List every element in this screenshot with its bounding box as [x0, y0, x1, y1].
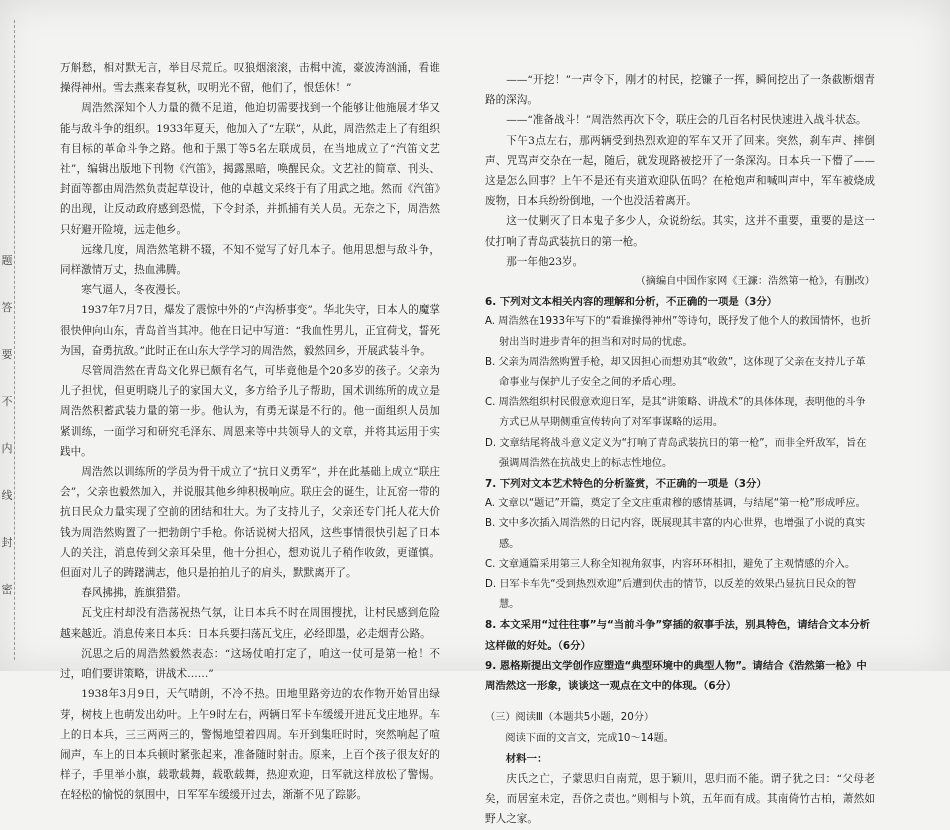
left-column: [60, 58, 440, 806]
section-intro: 阅读下面的文言文，完成10～14题。: [505, 732, 674, 744]
paragraph: 远缘几度，周浩然笔耕不辍，不知不觉写了好几本子。他用思想与敌斗争，同样激情万丈，热血沸腾。: [60, 243, 440, 277]
option-d: D. 文章结尾将战斗意义定义为“打响了青岛武装抗日的第一枪”，而非全歼敌军，旨在强调周浩然在抗战史上的标志性地位。: [485, 437, 867, 469]
paragraph: 周浩然深知个人力量的微不足道，他迫切需要找到一个能够让他施展才华又能与敌斗争的组织。1933年夏天，他加入了“左联”，从此，周浩然走上了有组织有目标的革命斗争之路。他和于黑丁等5名左联成员，在当地成立了“汽笛文艺社”，编辑出版地下刊物《汽笛》，揭露黑暗，唤醒民众。文艺社的简章、刊头、封面等都由周浩然负责起草设计，他的卓越文采终于有了用武之地。然而《汽笛》的出现，让反动政府感到恐慌，下令封杀，并抓捕有关人员。无奈之下，周浩然只好避开险境，远走他乡。: [60, 102, 440, 236]
binding-char: 要: [1, 348, 13, 361]
paragraph: 下午3点左右，那两辆受到热烈欢迎的军车又开了回来。突然，刹车声、摔倒声、咒骂声交杂在一起，随后，就发现路被挖开了一条深沟。日本兵一下懵了——这是怎么回事？上午不是还有夹道欢迎队伍吗？在枪炮声和喊叫声中，军车被烧成废物，日本兵纷纷倒地，一个也没活着离开。: [485, 134, 875, 208]
question-9: 9. 恩格斯提出文学创作应塑造“典型环境中的典型人物”。请结合《浩然第一枪》中周浩然这一形象，谈谈这一观点在文中的体现。（6分）: [485, 659, 867, 693]
option-c: C. 文章通篇采用第三人称全知视角叙事，内容环环相扣，避免了主观情感的介入。: [485, 558, 856, 570]
paragraph: 万斛愁，相对默无言，举目尽荒丘。叹狼烟滚滚，击楫中流，豪波涛汹涌，看谁操得神州。雪去燕来春复秋，叹明光不留，他们了，恨恁休！”: [60, 62, 440, 95]
option-a: A. 周浩然在1933年写下的“看谁操得神州”等诗句，既抒发了他个人的救国情怀，也折射出当时进步青年的担当和对时局的忧虑。: [485, 316, 871, 348]
option-c: C. 周浩然组织村民假意欢迎日军，是其“讲策略、讲战术”的具体体现，表明他的斗争方式已从早期侧重宣传转向了对军事谋略的运用。: [485, 397, 866, 429]
option-d: D. 日军卡车先“受到热烈欢迎”后遭到伏击的情节，以反差的效果凸显抗日民众的智慧。: [485, 579, 857, 611]
binding-char: 题: [1, 254, 13, 267]
section-heading: （三）阅读Ⅲ（本题共5小题，20分）: [485, 712, 655, 724]
paragraph: 1938年3月9日，天气晴朗，不冷不热。田地里路旁边的农作物开始冒出绿芽，树枝上也萌发出幼叶。上午9时左右，两辆日军卡车缓缓开进瓦戈庄地界。车上的日本兵，三三两两三的，警惕地望着四周。车开到集旺时时，突然响起了喧闹声，车上的日本兵顿时紧张起来，准备随时射击。原来，上百个孩子很友好的样子，手里举小旗，载歌载舞，载歌载舞，热迎欢迎，日军就这样放松了警惕。在轻松的愉悦的氛围中，日军军车缓缓开过去，渐渐不见了踪影。: [60, 688, 440, 802]
binding-char: 答: [1, 301, 13, 314]
material-label: 材料一：: [505, 752, 548, 765]
paragraph: ——“准备战斗！”周浩然再次下令，联庄会的几百名村民快速进入战斗状态。: [506, 114, 867, 127]
paragraph: 周浩然以训练所的学员为骨干成立了“抗日义勇军”，并在此基础上成立“联庄会”，父亲也毅然加入，并说服其他乡绅积极响应。联庄会的诞生，让瓦窑一带的抗日民众力量实现了空前的团结和壮大。为了支持儿子，父亲还专门托人花大价钱为周浩然购置了一把勃朗宁手枪。你话说树大招风，这些事情很快引起了日本人的关注，消息传到父亲耳朵里，他十分担心，想劝说儿子稍作收敛，更谨慎。但面对儿子的踌躇满志，他只是拍拍儿子的肩头，默默离开了。: [60, 466, 440, 580]
material-text: 庆氏之亡，子蒙思归自南荒，思于颖川，思归而不能。谓子犹之曰：“父母老矣，而居室未定，吾侪之责也。”则相与卜筑，五年而有成。其南倚竹古柏，萧然如野人之家。: [485, 772, 875, 826]
question-7: 7. 下列对文本艺术特色的分析鉴赏，不正确的一项是（3分）: [485, 478, 767, 491]
paragraph: ——“开挖！”一声令下，刚才的村民，挖镰子一挥，瞬间挖出了一条截断烟青路的深沟。: [485, 74, 875, 107]
paragraph: 这一仗剿灭了日本鬼子多少人，众说纷纭。其实，这并不重要，重要的是这一仗打响了青岛武装抗日的第一枪。: [485, 215, 875, 248]
option-b: B. 文中多次插入周浩然的日记内容，既展现其丰富的内心世界，也增强了小说的真实感。: [485, 518, 866, 550]
question-6: 6. 下列对文本相关内容的理解和分析，不正确的一项是（3分）: [485, 296, 778, 309]
source-citation: （摘编自中国作家网《王濂：浩然第一枪》，有删改）: [635, 276, 875, 288]
binding-char: 线: [1, 489, 13, 502]
paragraph: 春风拂拂，旌旗猎猎。: [81, 587, 188, 600]
binding-dashed-line: [14, 20, 15, 660]
paragraph: 寒气逼人，冬夜漫长。: [81, 284, 188, 297]
binding-margin: [0, 20, 22, 660]
right-column: [485, 70, 875, 830]
paragraph: 沉思之后的周浩然毅然表态：“这场仗咱打定了，咱这一仗可是第一枪！不过，咱们要讲策略，讲战术……”: [60, 647, 440, 681]
paragraph: 1937年7月7日，爆发了震惊中外的“卢沟桥事变”。华北失守，日本人的魔掌很快伸向山东，青岛首当其冲。他在日记中写道：“我血性男儿，正宜荷戈，誓死为国，奋勇抗敌。”此时正在山东大学学习的周浩然，毅然回乡，开展武装斗争。: [60, 304, 440, 357]
option-b: B. 父亲为周浩然购置手枪，却又因担心而想劝其“收敛”，这体现了父亲在支持儿子革命事业与保护儿子安全之间的矛盾心理。: [485, 356, 866, 389]
binding-char: 封: [1, 536, 13, 549]
binding-char: 不: [1, 395, 13, 408]
paragraph: 尽管周浩然在青岛文化界已颇有名气，可毕竟他是个20多岁的孩子。父亲为儿子担忧，但更明晓儿子的家国大义，多方给予儿子帮助，国术训练所的成立是周浩然积蓄武装力量的第一步。他认为，有勇无谋是不行的。他一面组织人员加紧训练，一面学习和研究毛泽东、周恩来等中共领导人的文章，并将其运用于实践中。: [60, 365, 440, 458]
paragraph: 瓦戈庄村却没有浩荡祝热气氛，让日本兵不时在周围搜扰，让村民感到危险越来越近。消息传来日本兵：日本兵要扫荡瓦戈庄，必经即墨，必走烟青公路。: [60, 607, 440, 640]
question-8: 8. 本文采用“过往往事”与“当前斗争”穿插的叙事手法，别具特色，请结合文本分析这样做的好处。（6分）: [485, 619, 870, 652]
paragraph: 那一年他23岁。: [506, 255, 584, 268]
binding-char: 密: [1, 583, 13, 596]
binding-char: 内: [1, 442, 13, 455]
option-a: A. 文章以“题记”开篇，奠定了全文庄重肃穆的感情基调，与结尾“第一枪”形成呼应。: [485, 498, 866, 510]
